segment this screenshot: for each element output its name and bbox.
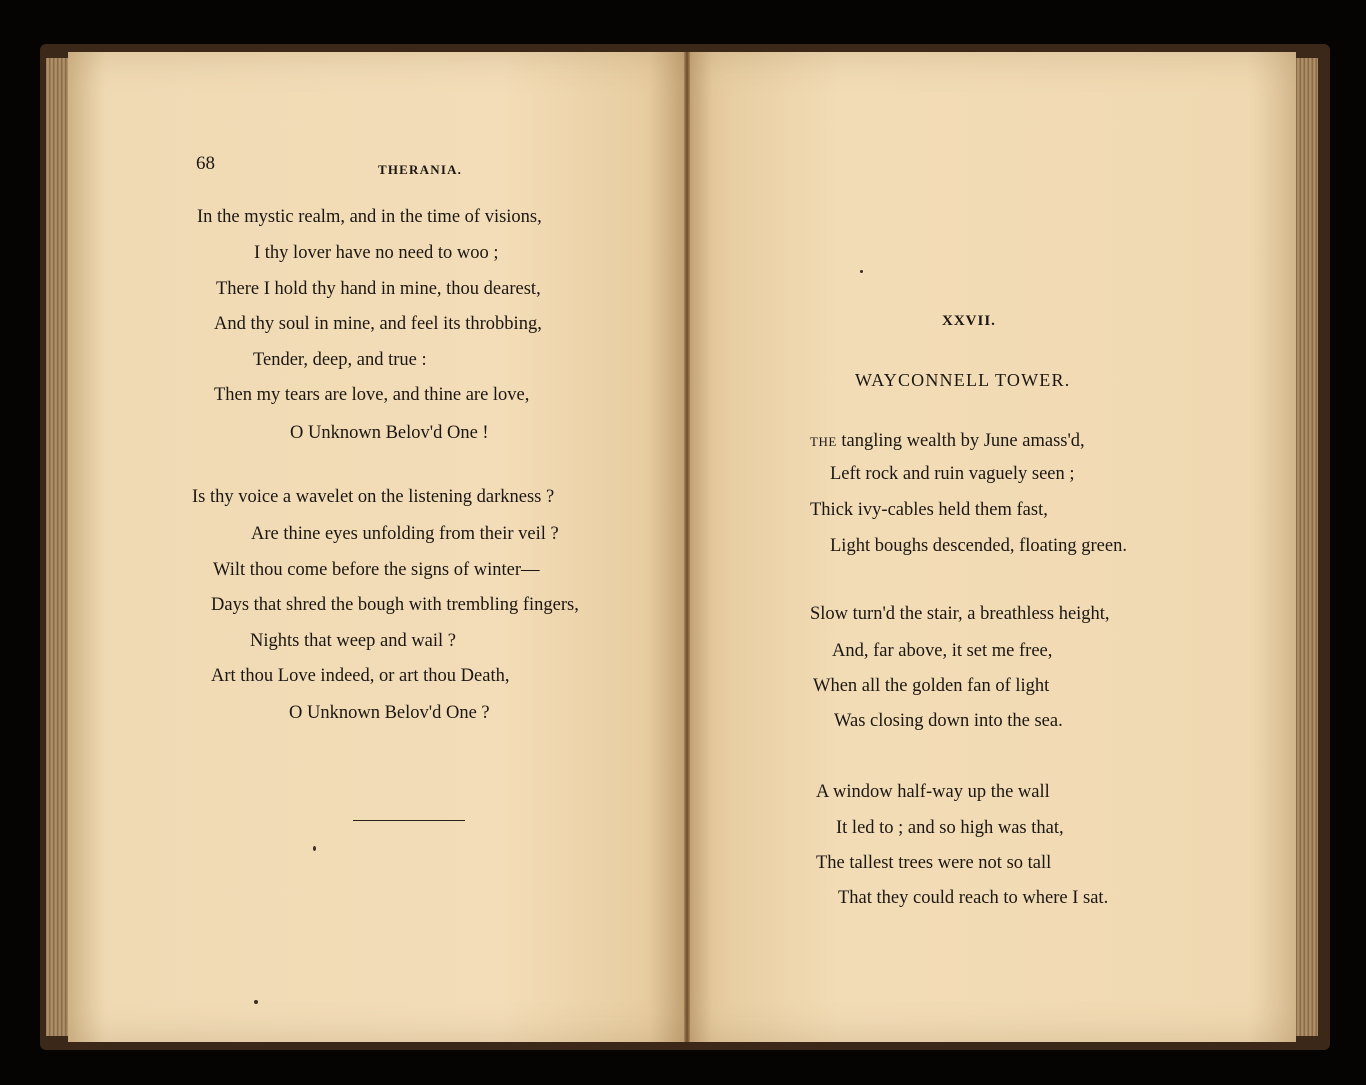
poem-line: There I hold thy hand in mine, thou dearest,: [216, 279, 541, 299]
poem-line: O Unknown Belov'd One !: [290, 423, 489, 443]
poem-title: WAYCONNELL TOWER.: [855, 370, 1071, 390]
running-head: THERANIA.: [378, 162, 463, 177]
end-rule: [353, 820, 465, 821]
right-page-edges: [1296, 58, 1318, 1036]
poem-line: A window half-way up the wall: [816, 782, 1050, 802]
poem-line: Tender, deep, and true :: [253, 350, 427, 370]
poem-line: The tallest trees were not so tall: [816, 853, 1052, 873]
first-word: THE: [810, 434, 837, 449]
section-numeral: XXVII.: [942, 313, 996, 329]
poem-line: Was closing down into the sea.: [834, 711, 1063, 731]
poem-line: [810, 432, 1085, 451]
poem-line: When all the golden fan of light: [813, 676, 1050, 696]
ink-speck: [313, 846, 316, 851]
book-gutter: [684, 52, 690, 1042]
poem-line: And, far above, it set me free,: [832, 641, 1053, 661]
poem-line: Is thy voice a wavelet on the listening darkness ?: [192, 487, 555, 507]
poem-line: Light boughs descended, floating green.: [830, 536, 1127, 556]
poem-line: Days that shred the bough with trembling fingers,: [211, 595, 579, 615]
poem-line: Slow turn'd the stair, a breathless height,: [810, 604, 1110, 624]
poem-line: Left rock and ruin vaguely seen ;: [830, 464, 1075, 484]
first-line-rest: tangling wealth by June amass'd,: [836, 431, 1085, 451]
poem-line: Nights that weep and wail ?: [250, 631, 457, 651]
ink-speck: [860, 270, 863, 273]
left-page: [68, 52, 686, 1042]
ink-speck: [254, 1000, 258, 1004]
poem-line: Are thine eyes unfolding from their veil ?: [251, 524, 559, 544]
open-book: [40, 44, 1330, 1050]
poem-line: That they could reach to where I sat.: [838, 888, 1109, 908]
poem-line: Then my tears are love, and thine are love,: [214, 385, 530, 405]
poem-line: Thick ivy-cables held them fast,: [810, 500, 1048, 520]
poem-line: It led to ; and so high was that,: [836, 818, 1064, 838]
poem-line: I thy lover have no need to woo ;: [254, 243, 499, 263]
poem-line: Wilt thou come before the signs of winter—: [213, 560, 540, 580]
poem-line: Art thou Love indeed, or art thou Death,: [211, 666, 510, 686]
poem-line: And thy soul in mine, and feel its throbbing,: [214, 314, 542, 334]
poem-line: O Unknown Belov'd One ?: [289, 703, 490, 723]
page-number: 68: [196, 153, 215, 174]
left-page-edges: [46, 58, 68, 1036]
poem-line: In the mystic realm, and in the time of visions,: [197, 207, 542, 227]
